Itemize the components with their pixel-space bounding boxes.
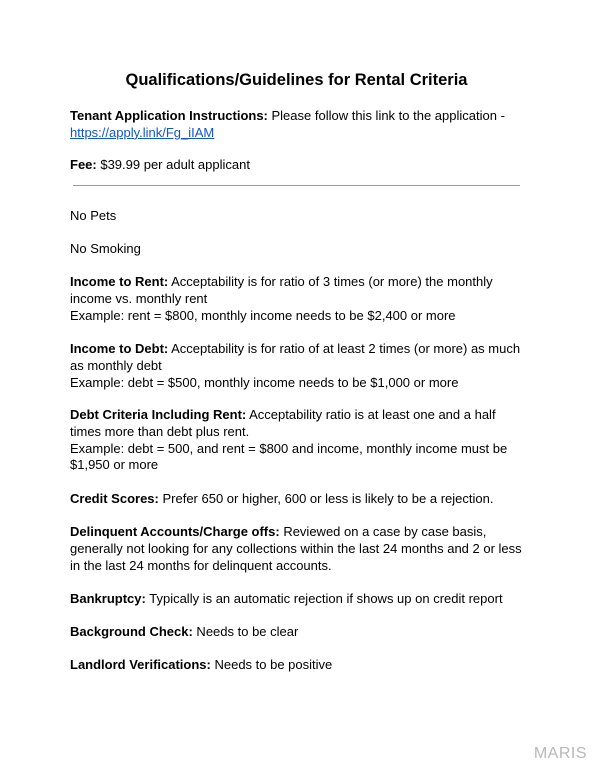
credit-scores-label: Credit Scores:: [70, 491, 159, 506]
income-to-rent-section: [70, 274, 530, 324]
background-check-section: [70, 624, 530, 641]
application-link[interactable]: https://apply.link/Fg_iIAM: [70, 124, 215, 140]
document-title: Qualifications/Guidelines for Rental Criteria: [125, 71, 468, 89]
horizontal-divider: [73, 185, 520, 186]
background-label: Background Check:: [70, 624, 193, 639]
income-to-debt-text: Acceptability is for ratio of at least 2 times (or more) as much as monthly debt: [70, 341, 521, 373]
delinquent-accounts-section: [70, 524, 530, 574]
income-to-debt-section: [70, 341, 530, 391]
landlord-text: Needs to be positive: [210, 657, 333, 672]
fee-text: $39.99 per adult applicant: [96, 157, 250, 172]
application-label: Tenant Application Instructions:: [70, 108, 268, 123]
no-pets: No Pets: [70, 208, 117, 223]
application-text: Please follow this link to the application -: [267, 108, 505, 123]
income-to-rent-label: Income to Rent:: [70, 274, 169, 289]
background-text: Needs to be clear: [192, 624, 299, 639]
bankruptcy-section: [70, 591, 530, 608]
income-to-rent-example: Example: rent = $800, monthly income needs to be $2,400 or more: [70, 307, 456, 323]
no-smoking: No Smoking: [70, 241, 141, 256]
debt-criteria-label: Debt Criteria Including Rent:: [70, 407, 247, 422]
debt-criteria-example: Example: debt = 500, and rent = $800 and income, monthly income must be $1,950 or more: [70, 440, 508, 473]
maris-watermark: MARIS: [533, 745, 587, 762]
bankruptcy-text: Typically is an automatic rejection if shows up on credit report: [145, 591, 503, 606]
credit-scores-text: Prefer 650 or higher, 600 or less is likely to be a rejection.: [158, 491, 494, 506]
fee-section: [70, 157, 530, 174]
fee-label: Fee:: [70, 157, 97, 172]
income-to-debt-label: Income to Debt:: [70, 341, 169, 356]
application-instructions: [70, 108, 530, 142]
income-to-debt-example: Example: debt = $500, monthly income needs to be $1,000 or more: [70, 374, 459, 390]
landlord-label: Landlord Verifications:: [70, 657, 211, 672]
income-to-rent-text: Acceptability is for ratio of 3 times (or more) the monthly income vs. monthly rent: [70, 274, 493, 306]
landlord-verifications-section: [70, 657, 530, 674]
debt-criteria-text: Acceptability ratio is at least one and a half times more than debt plus rent.: [70, 407, 496, 439]
delinquent-label: Delinquent Accounts/Charge offs:: [70, 524, 280, 539]
credit-scores-section: [70, 491, 530, 508]
delinquent-text: Reviewed on a case by case basis, generally not looking for any collections within the last 24 months and 2 or less in the last 24 months for delinquent accounts.: [70, 524, 522, 573]
debt-criteria-section: [70, 407, 530, 474]
bankruptcy-label: Bankruptcy:: [70, 591, 146, 606]
